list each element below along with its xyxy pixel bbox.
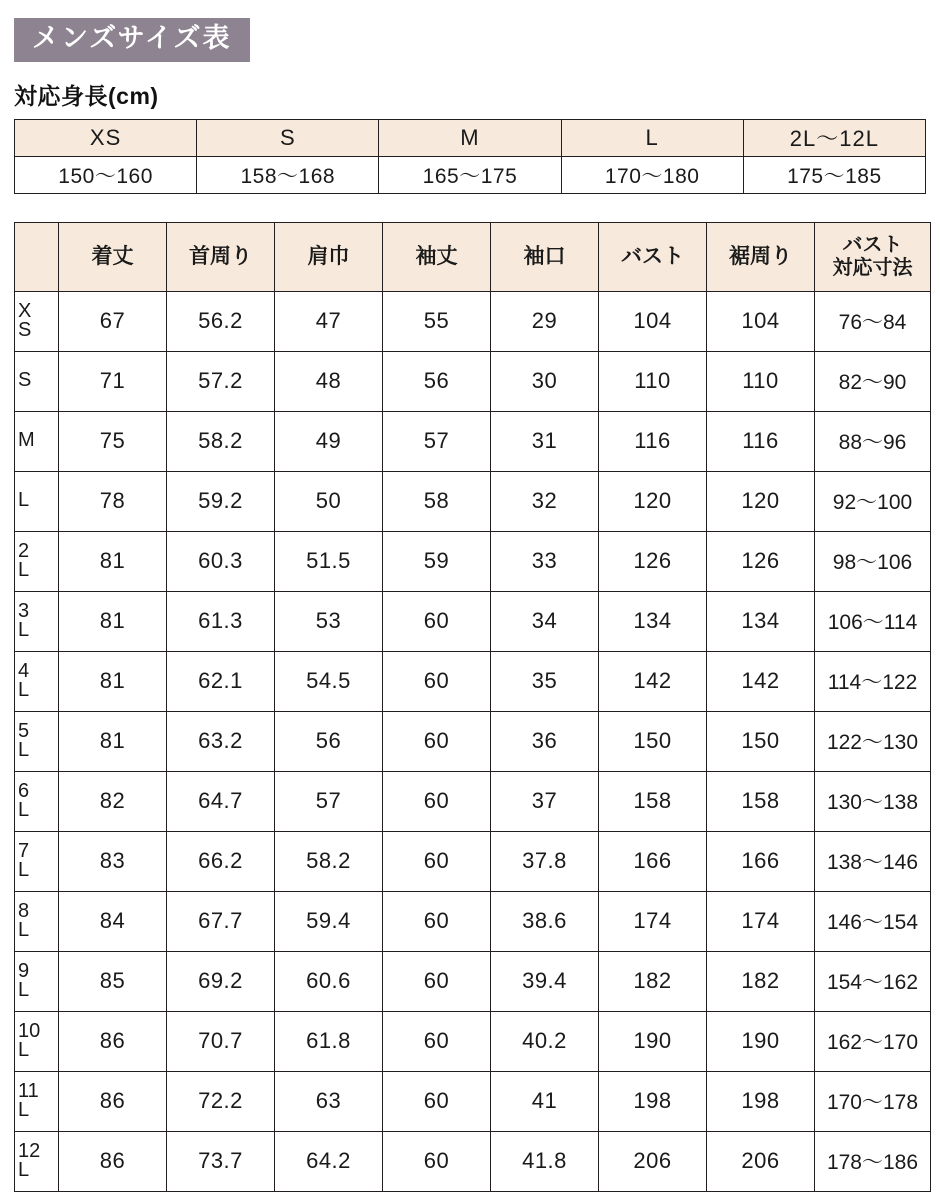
cell-bust: 110 bbox=[599, 351, 707, 411]
cell-hem: 158 bbox=[707, 771, 815, 831]
cell-length: 86 bbox=[59, 1071, 167, 1131]
cell-cuff: 37.8 bbox=[491, 831, 599, 891]
table-row bbox=[15, 351, 931, 411]
cell-bust: 150 bbox=[599, 711, 707, 771]
cell-cuff: 35 bbox=[491, 651, 599, 711]
cell-neck: 66.2 bbox=[167, 831, 275, 891]
cell-hem: 206 bbox=[707, 1131, 815, 1191]
table-row bbox=[15, 1071, 931, 1131]
row-label-7l: 7 L bbox=[15, 831, 59, 891]
cell-length: 86 bbox=[59, 1131, 167, 1191]
measurement-header-cuff: 袖口 bbox=[491, 222, 599, 291]
cell-length: 81 bbox=[59, 651, 167, 711]
table-row bbox=[15, 291, 931, 351]
table-row bbox=[15, 1011, 931, 1071]
cell-neck: 60.3 bbox=[167, 531, 275, 591]
cell-cuff: 36 bbox=[491, 711, 599, 771]
table-row bbox=[15, 1131, 931, 1191]
height-range-2l-12l: 175〜185 bbox=[743, 156, 925, 193]
table-row bbox=[15, 591, 931, 651]
row-label-6l: 6 L bbox=[15, 771, 59, 831]
height-range-s: 158〜168 bbox=[197, 156, 379, 193]
cell-shoulder: 47 bbox=[275, 291, 383, 351]
cell-bust-fit: 88〜96 bbox=[815, 411, 931, 471]
cell-neck: 69.2 bbox=[167, 951, 275, 1011]
cell-bust: 174 bbox=[599, 891, 707, 951]
cell-hem: 166 bbox=[707, 831, 815, 891]
height-table-row bbox=[15, 156, 926, 193]
row-label-3l: 3 L bbox=[15, 591, 59, 651]
measurement-corner-cell bbox=[15, 222, 59, 291]
cell-bust-fit: 82〜90 bbox=[815, 351, 931, 411]
cell-bust: 142 bbox=[599, 651, 707, 711]
cell-shoulder: 49 bbox=[275, 411, 383, 471]
cell-shoulder: 50 bbox=[275, 471, 383, 531]
table-row bbox=[15, 471, 931, 531]
cell-sleeve-length: 60 bbox=[383, 651, 491, 711]
measurement-header-shoulder: 肩巾 bbox=[275, 222, 383, 291]
cell-neck: 58.2 bbox=[167, 411, 275, 471]
cell-cuff: 41.8 bbox=[491, 1131, 599, 1191]
row-label-10l: 10 L bbox=[15, 1011, 59, 1071]
cell-sleeve-length: 60 bbox=[383, 891, 491, 951]
cell-bust-fit: 130〜138 bbox=[815, 771, 931, 831]
cell-hem: 120 bbox=[707, 471, 815, 531]
cell-shoulder: 58.2 bbox=[275, 831, 383, 891]
measurement-header-bust: バスト bbox=[599, 222, 707, 291]
cell-shoulder: 54.5 bbox=[275, 651, 383, 711]
cell-hem: 142 bbox=[707, 651, 815, 711]
cell-shoulder: 60.6 bbox=[275, 951, 383, 1011]
cell-neck: 62.1 bbox=[167, 651, 275, 711]
row-label-11l: 11 L bbox=[15, 1071, 59, 1131]
cell-shoulder: 61.8 bbox=[275, 1011, 383, 1071]
height-table bbox=[14, 119, 926, 194]
table-row bbox=[15, 531, 931, 591]
cell-length: 82 bbox=[59, 771, 167, 831]
cell-length: 81 bbox=[59, 531, 167, 591]
cell-sleeve-length: 60 bbox=[383, 1131, 491, 1191]
cell-bust-fit: 162〜170 bbox=[815, 1011, 931, 1071]
cell-cuff: 34 bbox=[491, 591, 599, 651]
cell-bust-fit: 178〜186 bbox=[815, 1131, 931, 1191]
height-header-xs: XS bbox=[15, 119, 197, 156]
row-label-5l: 5 L bbox=[15, 711, 59, 771]
cell-sleeve-length: 60 bbox=[383, 711, 491, 771]
row-label-2l: 2 L bbox=[15, 531, 59, 591]
height-header-s: S bbox=[197, 119, 379, 156]
cell-bust: 166 bbox=[599, 831, 707, 891]
cell-cuff: 40.2 bbox=[491, 1011, 599, 1071]
cell-sleeve-length: 55 bbox=[383, 291, 491, 351]
cell-hem: 104 bbox=[707, 291, 815, 351]
cell-bust-fit: 122〜130 bbox=[815, 711, 931, 771]
cell-neck: 70.7 bbox=[167, 1011, 275, 1071]
cell-bust: 206 bbox=[599, 1131, 707, 1191]
cell-bust-fit: 146〜154 bbox=[815, 891, 931, 951]
row-label-4l: 4 L bbox=[15, 651, 59, 711]
cell-hem: 182 bbox=[707, 951, 815, 1011]
cell-sleeve-length: 60 bbox=[383, 831, 491, 891]
table-row bbox=[15, 771, 931, 831]
cell-cuff: 32 bbox=[491, 471, 599, 531]
cell-length: 67 bbox=[59, 291, 167, 351]
measurement-table-body bbox=[15, 291, 931, 1191]
height-range-l: 170〜180 bbox=[561, 156, 743, 193]
cell-cuff: 29 bbox=[491, 291, 599, 351]
cell-bust-fit: 76〜84 bbox=[815, 291, 931, 351]
measurement-header-length: 着丈 bbox=[59, 222, 167, 291]
height-header-m: M bbox=[379, 119, 561, 156]
cell-shoulder: 56 bbox=[275, 711, 383, 771]
cell-sleeve-length: 60 bbox=[383, 1071, 491, 1131]
row-label-8l: 8 L bbox=[15, 891, 59, 951]
height-range-xs: 150〜160 bbox=[15, 156, 197, 193]
cell-bust: 126 bbox=[599, 531, 707, 591]
row-label-m: M bbox=[15, 411, 59, 471]
cell-bust: 134 bbox=[599, 591, 707, 651]
table-row bbox=[15, 651, 931, 711]
cell-hem: 190 bbox=[707, 1011, 815, 1071]
cell-length: 81 bbox=[59, 711, 167, 771]
row-label-9l: 9 L bbox=[15, 951, 59, 1011]
table-row bbox=[15, 411, 931, 471]
cell-neck: 63.2 bbox=[167, 711, 275, 771]
cell-shoulder: 53 bbox=[275, 591, 383, 651]
cell-bust-fit: 98〜106 bbox=[815, 531, 931, 591]
cell-neck: 72.2 bbox=[167, 1071, 275, 1131]
cell-sleeve-length: 57 bbox=[383, 411, 491, 471]
table-row bbox=[15, 831, 931, 891]
cell-length: 78 bbox=[59, 471, 167, 531]
cell-neck: 64.7 bbox=[167, 771, 275, 831]
cell-hem: 116 bbox=[707, 411, 815, 471]
cell-length: 86 bbox=[59, 1011, 167, 1071]
cell-hem: 126 bbox=[707, 531, 815, 591]
cell-sleeve-length: 60 bbox=[383, 591, 491, 651]
cell-length: 85 bbox=[59, 951, 167, 1011]
cell-cuff: 39.4 bbox=[491, 951, 599, 1011]
cell-bust-fit: 92〜100 bbox=[815, 471, 931, 531]
cell-cuff: 37 bbox=[491, 771, 599, 831]
row-label-l: L bbox=[15, 471, 59, 531]
cell-hem: 134 bbox=[707, 591, 815, 651]
cell-bust: 158 bbox=[599, 771, 707, 831]
page-title: メンズサイズ表 bbox=[14, 18, 250, 62]
cell-length: 84 bbox=[59, 891, 167, 951]
cell-shoulder: 64.2 bbox=[275, 1131, 383, 1191]
cell-sleeve-length: 60 bbox=[383, 1011, 491, 1071]
measurement-table bbox=[14, 222, 931, 1192]
height-range-m: 165〜175 bbox=[379, 156, 561, 193]
bust-fit-line1: バスト bbox=[842, 233, 903, 256]
cell-bust: 116 bbox=[599, 411, 707, 471]
cell-neck: 56.2 bbox=[167, 291, 275, 351]
cell-shoulder: 57 bbox=[275, 771, 383, 831]
cell-cuff: 31 bbox=[491, 411, 599, 471]
row-label-12l: 12 L bbox=[15, 1131, 59, 1191]
table-row bbox=[15, 951, 931, 1011]
cell-length: 71 bbox=[59, 351, 167, 411]
cell-bust-fit: 154〜162 bbox=[815, 951, 931, 1011]
cell-length: 75 bbox=[59, 411, 167, 471]
cell-length: 81 bbox=[59, 591, 167, 651]
bust-fit-line2: 対応寸法 bbox=[832, 256, 913, 279]
height-header-l: L bbox=[561, 119, 743, 156]
cell-cuff: 30 bbox=[491, 351, 599, 411]
cell-neck: 67.7 bbox=[167, 891, 275, 951]
cell-bust-fit: 170〜178 bbox=[815, 1071, 931, 1131]
cell-shoulder: 51.5 bbox=[275, 531, 383, 591]
row-label-xs: X S bbox=[15, 291, 59, 351]
cell-sleeve-length: 60 bbox=[383, 951, 491, 1011]
cell-shoulder: 59.4 bbox=[275, 891, 383, 951]
cell-sleeve-length: 56 bbox=[383, 351, 491, 411]
cell-bust-fit: 138〜146 bbox=[815, 831, 931, 891]
row-label-s: S bbox=[15, 351, 59, 411]
measurement-header-sleeve-length: 袖丈 bbox=[383, 222, 491, 291]
height-header-2l-12l: 2L〜12L bbox=[743, 119, 925, 156]
cell-shoulder: 63 bbox=[275, 1071, 383, 1131]
table-row bbox=[15, 711, 931, 771]
cell-sleeve-length: 59 bbox=[383, 531, 491, 591]
measurement-header-neck: 首周り bbox=[167, 222, 275, 291]
cell-hem: 198 bbox=[707, 1071, 815, 1131]
cell-bust-fit: 114〜122 bbox=[815, 651, 931, 711]
height-section-heading: 対応身長(cm) bbox=[14, 82, 159, 109]
cell-hem: 174 bbox=[707, 891, 815, 951]
cell-bust-fit: 106〜114 bbox=[815, 591, 931, 651]
cell-bust: 198 bbox=[599, 1071, 707, 1131]
cell-bust: 104 bbox=[599, 291, 707, 351]
cell-hem: 110 bbox=[707, 351, 815, 411]
cell-sleeve-length: 60 bbox=[383, 771, 491, 831]
cell-neck: 57.2 bbox=[167, 351, 275, 411]
cell-bust: 120 bbox=[599, 471, 707, 531]
cell-neck: 61.3 bbox=[167, 591, 275, 651]
cell-neck: 73.7 bbox=[167, 1131, 275, 1191]
measurement-header-row bbox=[15, 222, 931, 291]
height-table-header-row bbox=[15, 119, 926, 156]
cell-shoulder: 48 bbox=[275, 351, 383, 411]
cell-bust: 190 bbox=[599, 1011, 707, 1071]
cell-cuff: 41 bbox=[491, 1071, 599, 1131]
measurement-header-bust-fit bbox=[815, 222, 931, 291]
cell-neck: 59.2 bbox=[167, 471, 275, 531]
cell-sleeve-length: 58 bbox=[383, 471, 491, 531]
cell-bust: 182 bbox=[599, 951, 707, 1011]
cell-length: 83 bbox=[59, 831, 167, 891]
cell-hem: 150 bbox=[707, 711, 815, 771]
measurement-header-hem: 裾周り bbox=[707, 222, 815, 291]
cell-cuff: 33 bbox=[491, 531, 599, 591]
table-row bbox=[15, 891, 931, 951]
cell-cuff: 38.6 bbox=[491, 891, 599, 951]
